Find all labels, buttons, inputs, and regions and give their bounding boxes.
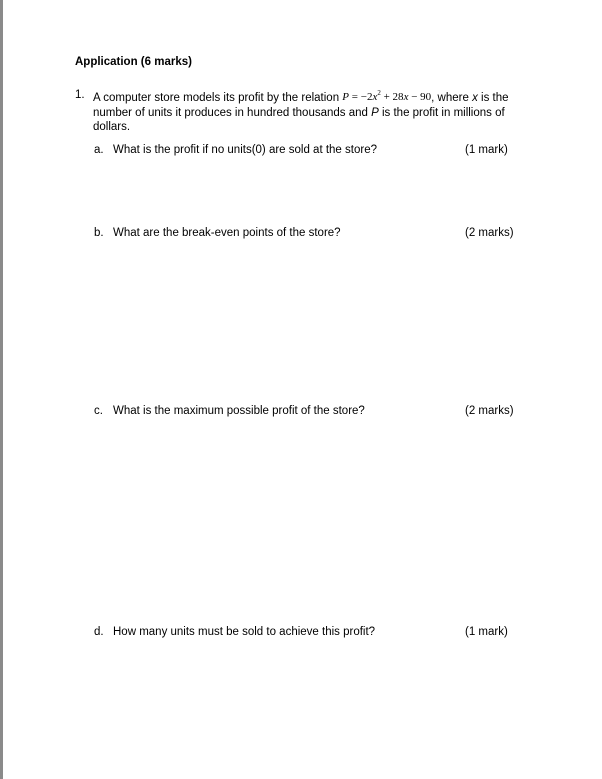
part-letter: b.	[94, 227, 104, 239]
equation-variable: x	[372, 91, 378, 103]
equation-lhs: P	[342, 91, 350, 103]
question-part-c	[94, 405, 524, 417]
part-marks: (2 marks)	[465, 405, 514, 417]
p-variable: P	[371, 106, 379, 119]
part-letter: c.	[94, 405, 103, 417]
part-text: How many units must be sold to achieve this profit?	[113, 626, 376, 638]
question-part-a	[94, 144, 524, 156]
question-text-after: is the profit in millions of dollars.	[93, 106, 505, 133]
equation-coefficient: 2	[366, 91, 373, 103]
question-part-d	[94, 626, 524, 638]
part-marks: (1 mark)	[465, 144, 508, 156]
equation-linear-coef: + 28	[380, 91, 404, 103]
part-text: What is the maximum possible profit of the store?	[113, 405, 365, 417]
question-text	[93, 86, 543, 135]
x-variable: x	[472, 92, 478, 104]
part-marks: (1 mark)	[465, 626, 508, 638]
equation-exponent: 2	[377, 89, 381, 97]
part-marks: (2 marks)	[465, 227, 514, 239]
document-page	[3, 0, 602, 779]
part-letter: a.	[94, 144, 104, 156]
equation-constant: − 90	[408, 91, 432, 103]
equation-variable-2: x	[403, 91, 409, 103]
question-text-mid1: , where	[431, 92, 473, 104]
question-text-mid2: is the number of units it produces in hundred thousands and	[93, 92, 509, 119]
part-text: What is the profit if no units(0) are sold at the store?	[113, 144, 377, 156]
equation-equals: = −	[349, 91, 367, 103]
question-number: 1.	[75, 89, 85, 101]
question-part-b	[94, 227, 524, 239]
section-heading: Application (6 marks)	[75, 56, 192, 68]
profit-equation	[342, 91, 431, 103]
question-text-before: A computer store models its profit by the relation	[93, 92, 340, 104]
part-letter: d.	[94, 626, 104, 638]
part-text: What are the break-even points of the store?	[113, 227, 341, 239]
